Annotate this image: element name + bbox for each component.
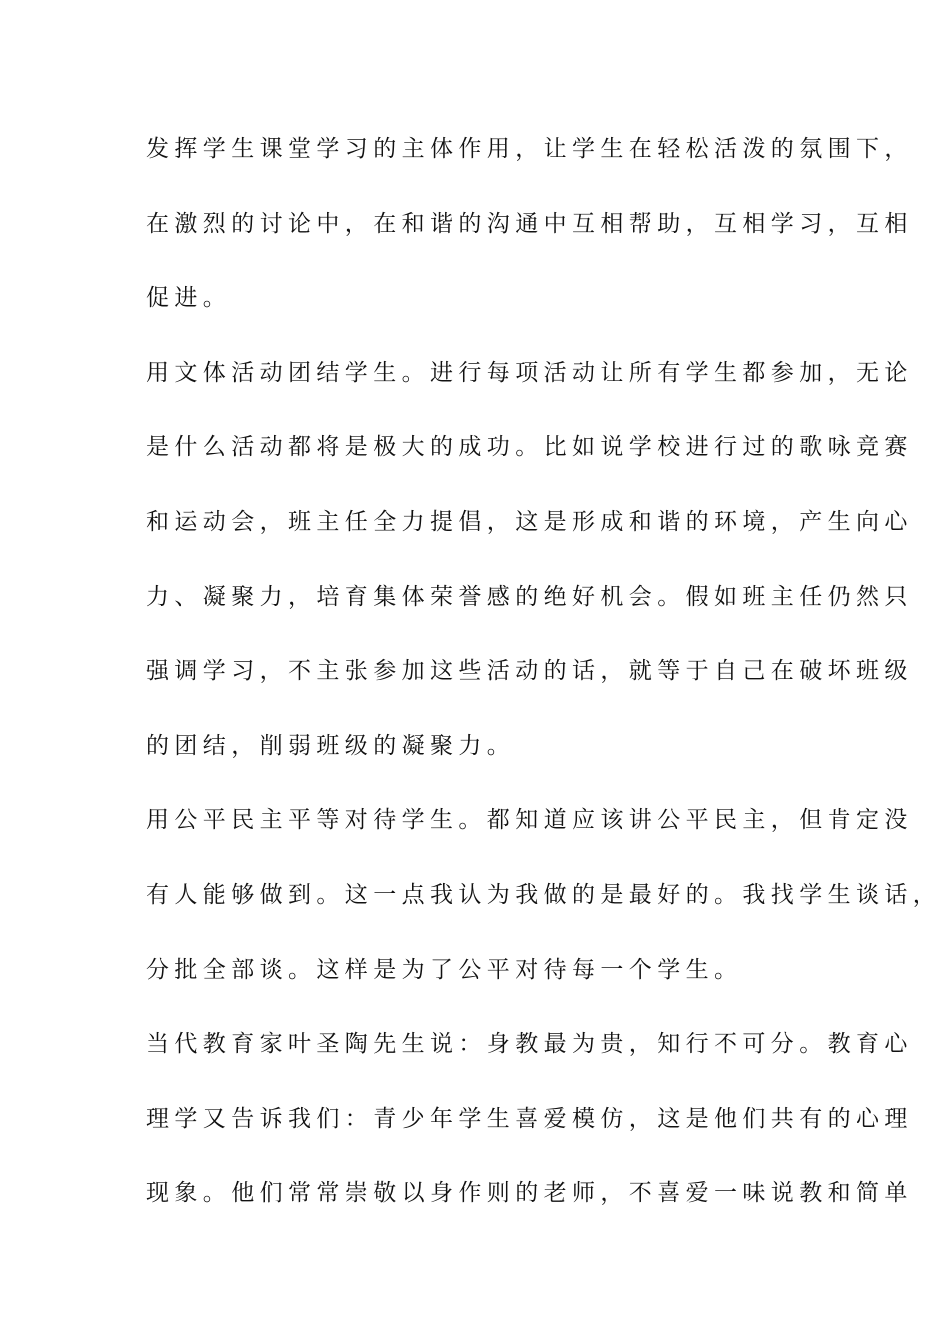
- text-line: 的团结，削弱班级的凝聚力。: [146, 732, 516, 759]
- text-line: 理学又告诉我们：青少年学生喜爱模仿，这是他们共有的心理: [146, 1105, 913, 1132]
- text-line: 力、凝聚力，培育集体荣誉感的绝好机会。假如班主任仍然只: [146, 583, 913, 610]
- text-line: 和运动会，班主任全力提倡，这是形成和谐的环境，产生向心: [146, 508, 913, 535]
- text-line: 有人能够做到。这一点我认为我做的是最好的。我找学生谈话，: [146, 881, 942, 908]
- text-line: 用文体活动团结学生。进行每项活动让所有学生都参加，无论: [146, 359, 913, 386]
- text-line: 发挥学生课堂学习的主体作用，让学生在轻松活泼的氛围下，: [146, 136, 913, 162]
- text-line: 在激烈的讨论中，在和谐的沟通中互相帮助，互相学习，互相: [146, 210, 913, 237]
- text-line: 用公平民主平等对待学生。都知道应该讲公平民主，但肯定没: [146, 807, 913, 834]
- text-line: 分批全部谈。这样是为了公平对待每一个学生。: [146, 956, 743, 983]
- text-line: 促进。: [146, 285, 232, 312]
- text-line: 现象。他们常常崇敬以身作则的老师，不喜爱一味说教和简单: [146, 1180, 913, 1207]
- text-line: 是什么活动都将是极大的成功。比如说学校进行过的歌咏竞赛: [146, 434, 913, 461]
- text-line: 当代教育家叶圣陶先生说：身教最为贵，知行不可分。教育心: [146, 1031, 913, 1058]
- body-text: [146, 129, 942, 1248]
- text-line: 强调学习，不主张参加这些活动的话，就等于自己在破坏班级: [146, 658, 913, 685]
